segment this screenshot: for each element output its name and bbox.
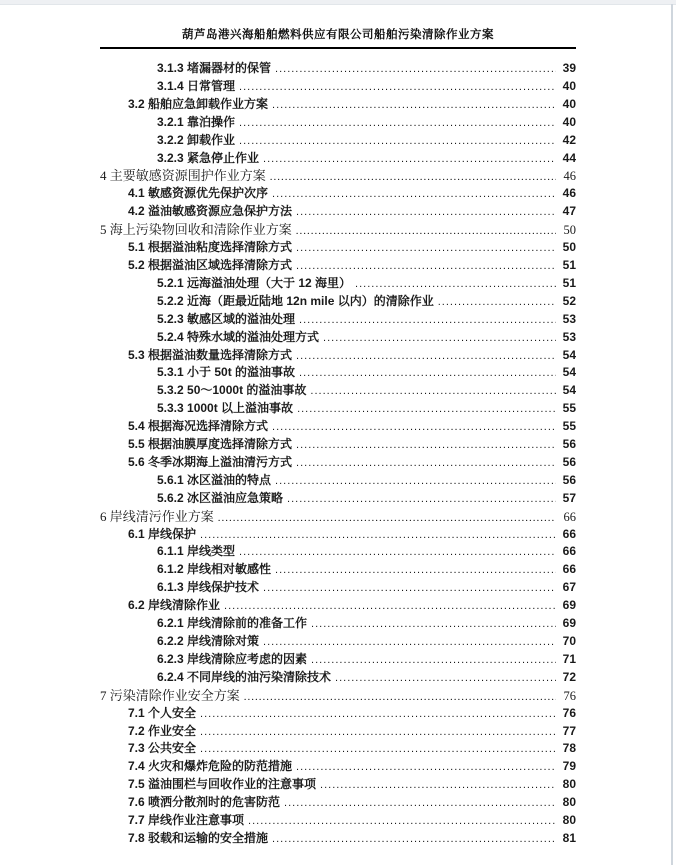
toc-entry[interactable] xyxy=(100,364,576,382)
toc-entry-page: 57 xyxy=(562,490,576,505)
toc-entry[interactable] xyxy=(100,347,576,365)
toc-dot-leader xyxy=(310,383,556,401)
toc-entry-label: 7 污染清除作业安全方案 xyxy=(100,687,240,703)
toc-entry-label: 3.2.2 卸载作业 xyxy=(157,132,236,147)
toc-dot-leader xyxy=(200,724,556,742)
toc-entry[interactable] xyxy=(100,96,576,114)
toc-entry-label: 7.6 喷洒分散剂时的危害防范 xyxy=(128,795,281,810)
toc-entry-label: 6.2.4 不同岸线的油污染清除技术 xyxy=(157,669,332,684)
toc-entry-page: 56 xyxy=(562,454,576,469)
toc-entry-label: 6.2 岸线清除作业 xyxy=(128,598,221,613)
toc-entry-label: 3.1.4 日常管理 xyxy=(157,78,236,93)
toc-entry-page: 56 xyxy=(562,472,576,487)
toc-dot-leader xyxy=(275,473,556,491)
toc-entry-label: 3.2.1 靠泊操作 xyxy=(157,114,236,129)
toc-entry-page: 51 xyxy=(562,257,576,272)
toc-entry-label: 5 海上污染物回收和清除作业方案 xyxy=(100,222,292,238)
toc-entry[interactable] xyxy=(100,150,576,168)
toc-entry-page: 40 xyxy=(562,114,576,129)
toc-entry-label: 3.2.3 紧急停止作业 xyxy=(157,150,260,165)
toc-entry[interactable] xyxy=(100,687,576,705)
toc-entry-page: 66 xyxy=(562,562,576,577)
toc-entry-page: 66 xyxy=(562,544,576,559)
toc-entry[interactable] xyxy=(100,454,576,472)
toc-entry-label: 5.2 根据溢油区域选择清除方式 xyxy=(128,257,293,272)
toc-entry[interactable] xyxy=(100,221,576,239)
toc-dot-leader xyxy=(275,61,556,79)
toc-dot-leader xyxy=(296,455,556,473)
toc-entry-page: 55 xyxy=(562,401,576,416)
toc-entry-label: 5.6.2 冰区溢油应急策略 xyxy=(157,490,284,505)
toc-entry[interactable] xyxy=(100,615,576,633)
toc-entry[interactable] xyxy=(100,561,576,579)
toc-entry[interactable] xyxy=(100,812,576,830)
toc-entry[interactable] xyxy=(100,597,576,615)
toc-entry[interactable] xyxy=(100,723,576,741)
toc-entry-label: 7.3 公共安全 xyxy=(128,741,197,756)
toc-dot-leader xyxy=(263,151,556,169)
toc-entry-label: 5.6.1 冰区溢油的特点 xyxy=(157,472,272,487)
toc-dot-leader xyxy=(299,312,556,330)
toc-entry-page: 46 xyxy=(562,186,576,201)
toc-dot-leader xyxy=(296,258,556,276)
toc-entry-label: 7.4 火灾和爆炸危险的防范措施 xyxy=(128,759,293,774)
toc-entry[interactable] xyxy=(100,382,576,400)
toc-dot-leader xyxy=(323,330,556,348)
toc-entry[interactable] xyxy=(100,400,576,418)
toc-entry[interactable] xyxy=(100,293,576,311)
toc-dot-leader xyxy=(200,527,556,545)
header-title: 葫芦岛港兴海船舶燃料供应有限公司船舶污染清除作业方案 xyxy=(182,29,494,41)
toc-entry-page: 81 xyxy=(562,830,576,845)
toc-dot-leader xyxy=(239,133,556,151)
toc-dot-leader xyxy=(297,401,556,419)
toc-dot-leader xyxy=(248,813,556,831)
toc-entry-page: 51 xyxy=(562,275,576,290)
toc-entry-page: 47 xyxy=(562,204,576,219)
toc-entry-label: 5.3.2 50～1000t 的溢油事故 xyxy=(157,383,307,398)
toc-entry-page: 46 xyxy=(563,169,576,184)
toc-dot-leader xyxy=(311,616,556,634)
toc-entry-page: 80 xyxy=(562,795,576,810)
toc-entry[interactable] xyxy=(100,579,576,597)
toc-entry-page: 79 xyxy=(562,759,576,774)
table-of-contents xyxy=(100,60,576,848)
toc-entry-page: 52 xyxy=(562,293,576,308)
toc-entry-page: 56 xyxy=(562,437,576,452)
toc-entry-page: 76 xyxy=(563,688,576,703)
toc-entry[interactable] xyxy=(100,758,576,776)
toc-entry[interactable] xyxy=(100,418,576,436)
toc-dot-leader xyxy=(311,652,556,670)
toc-dot-leader xyxy=(296,204,556,222)
toc-entry-page: 53 xyxy=(562,329,576,344)
toc-entry[interactable] xyxy=(100,669,576,687)
toc-entry[interactable] xyxy=(100,651,576,669)
toc-dot-leader xyxy=(296,759,556,777)
toc-entry-page: 67 xyxy=(562,580,576,595)
toc-dot-leader xyxy=(272,831,556,849)
toc-entry-label: 5.6 冬季冰期海上溢油清污方式 xyxy=(128,454,293,469)
toc-entry[interactable] xyxy=(100,794,576,812)
toc-entry[interactable] xyxy=(100,78,576,96)
toc-entry-page: 72 xyxy=(562,669,576,684)
toc-entry-label: 5.4 根据海况选择清除方式 xyxy=(128,419,269,434)
toc-entry[interactable] xyxy=(100,508,576,526)
toc-entry[interactable] xyxy=(100,311,576,329)
toc-entry-page: 54 xyxy=(562,347,576,362)
toc-entry-page: 66 xyxy=(563,509,576,524)
toc-entry-label: 3.1.3 堵漏器材的保管 xyxy=(157,61,272,75)
toc-entry[interactable] xyxy=(100,436,576,454)
toc-entry[interactable] xyxy=(100,776,576,794)
toc-entry-page: 80 xyxy=(562,777,576,792)
toc-entry-page: 40 xyxy=(562,78,576,93)
toc-entry-page: 54 xyxy=(562,383,576,398)
toc-entry[interactable] xyxy=(100,329,576,347)
toc-entry-page: 40 xyxy=(562,96,576,111)
toc-entry-label: 4 主要敏感资源围护作业方案 xyxy=(100,168,266,184)
toc-entry-label: 5.2.1 远海溢油处理（大于 12 海里） xyxy=(157,275,352,290)
toc-dot-leader xyxy=(275,562,556,580)
toc-entry[interactable] xyxy=(100,203,576,221)
toc-entry-label: 6.2.2 岸线清除对策 xyxy=(157,634,260,648)
toc-entry-page: 44 xyxy=(562,150,576,165)
toc-dot-leader xyxy=(296,240,556,258)
toc-entry[interactable] xyxy=(100,132,576,150)
toc-entry[interactable] xyxy=(100,60,576,78)
toc-entry[interactable] xyxy=(100,526,576,544)
toc-entry-label: 7.8 驳载和运输的安全措施 xyxy=(128,830,269,845)
toc-dot-leader xyxy=(272,186,556,204)
toc-entry[interactable] xyxy=(100,633,576,651)
toc-entry[interactable] xyxy=(100,185,576,203)
toc-entry-page: 77 xyxy=(562,723,576,738)
toc-entry[interactable] xyxy=(100,239,576,257)
toc-dot-leader xyxy=(299,365,556,383)
toc-entry-label: 5.3.1 小于 50t 的溢油事故 xyxy=(157,365,296,380)
toc-entry-label: 6.2.3 岸线清除应考虑的因素 xyxy=(157,651,308,666)
page-right-edge xyxy=(671,4,673,865)
toc-entry-label: 4.2 溢油敏感资源应急保护方法 xyxy=(128,204,293,219)
toc-dot-leader xyxy=(239,115,556,133)
toc-entry-page: 50 xyxy=(563,223,576,238)
toc-entry-label: 7.5 溢油围栏与回收作业的注意事项 xyxy=(128,777,317,792)
toc-entry[interactable] xyxy=(100,543,576,561)
toc-entry-page: 80 xyxy=(562,813,576,828)
toc-entry[interactable] xyxy=(100,705,576,723)
toc-entry-page: 53 xyxy=(562,311,576,326)
toc-entry-page: 50 xyxy=(562,240,576,255)
toc-entry-label: 5.2.2 近海（距最近陆地 12n mile 以内）的清除作业 xyxy=(157,293,434,308)
toc-dot-leader xyxy=(200,706,556,724)
toc-entry-label: 6.1.3 岸线保护技术 xyxy=(157,580,260,595)
toc-dot-leader xyxy=(239,79,556,97)
toc-entry-label: 6.1.1 岸线类型 xyxy=(157,544,236,559)
toc-dot-leader xyxy=(296,223,556,241)
toc-entry-page: 55 xyxy=(562,419,576,434)
toc-dot-leader xyxy=(320,777,556,795)
toc-entry-label: 6.2.1 岸线清除前的准备工作 xyxy=(157,616,308,631)
toc-dot-leader xyxy=(244,689,556,707)
toc-entry-label: 6.1.2 岸线相对敏感性 xyxy=(157,562,272,577)
toc-dot-leader xyxy=(200,741,556,759)
toc-entry[interactable] xyxy=(100,472,576,490)
toc-dot-leader xyxy=(284,795,556,813)
toc-dot-leader xyxy=(263,580,556,598)
toc-entry-label: 7.2 作业安全 xyxy=(128,723,197,738)
toc-entry-page: 71 xyxy=(562,651,576,666)
toc-entry-label: 7.1 个人安全 xyxy=(128,705,197,720)
toc-entry-page: 66 xyxy=(562,526,576,541)
toc-dot-leader xyxy=(335,670,556,688)
toc-entry-page: 39 xyxy=(562,61,576,75)
toc-entry-page: 76 xyxy=(562,705,576,720)
toc-entry[interactable] xyxy=(100,257,576,275)
toc-entry-label: 5.2.3 敏感区域的溢油处理 xyxy=(157,311,296,326)
toc-entry[interactable] xyxy=(100,114,576,132)
toc-entry-label: 5.3.3 1000t 以上溢油事故 xyxy=(157,401,294,416)
document-header xyxy=(100,26,576,49)
toc-entry-label: 7.7 岸线作业注意事项 xyxy=(128,813,245,828)
toc-dot-leader xyxy=(272,97,556,115)
toc-entry[interactable] xyxy=(100,275,576,293)
toc-entry-page: 78 xyxy=(562,741,576,756)
toc-entry[interactable] xyxy=(100,740,576,758)
toc-entry-label: 6 岸线清污作业方案 xyxy=(100,508,214,524)
page-top-edge xyxy=(0,0,676,5)
toc-entry-page: 54 xyxy=(562,365,576,380)
toc-entry-label: 5.1 根据溢油粘度选择清除方式 xyxy=(128,240,293,255)
toc-entry-label: 6.1 岸线保护 xyxy=(128,526,197,541)
toc-dot-leader xyxy=(296,348,556,366)
header-rule xyxy=(100,47,576,49)
toc-dot-leader xyxy=(218,510,556,528)
toc-entry-page: 69 xyxy=(562,616,576,631)
toc-dot-leader xyxy=(224,598,556,616)
toc-entry[interactable] xyxy=(100,490,576,508)
toc-dot-leader xyxy=(438,294,556,312)
toc-entry-label: 5.3 根据溢油数量选择清除方式 xyxy=(128,347,293,362)
toc-entry-label: 3.2 船舶应急卸载作业方案 xyxy=(128,96,269,111)
toc-entry-label: 5.2.4 特殊水域的溢油处理方式 xyxy=(157,329,320,344)
toc-dot-leader xyxy=(239,544,556,562)
toc-dot-leader xyxy=(263,634,556,652)
toc-entry-label: 5.5 根据油膜厚度选择清除方式 xyxy=(128,437,293,452)
toc-dot-leader xyxy=(272,419,556,437)
toc-dot-leader xyxy=(287,491,556,509)
toc-entry-label: 4.1 敏感资源优先保护次序 xyxy=(128,186,269,201)
toc-entry-page: 70 xyxy=(562,634,576,648)
toc-entry-page: 69 xyxy=(562,598,576,613)
toc-entry-page: 42 xyxy=(562,132,576,147)
toc-entry[interactable] xyxy=(100,167,576,185)
toc-dot-leader xyxy=(355,276,556,294)
toc-dot-leader xyxy=(296,437,556,455)
toc-entry[interactable] xyxy=(100,830,576,848)
toc-dot-leader xyxy=(270,169,556,187)
